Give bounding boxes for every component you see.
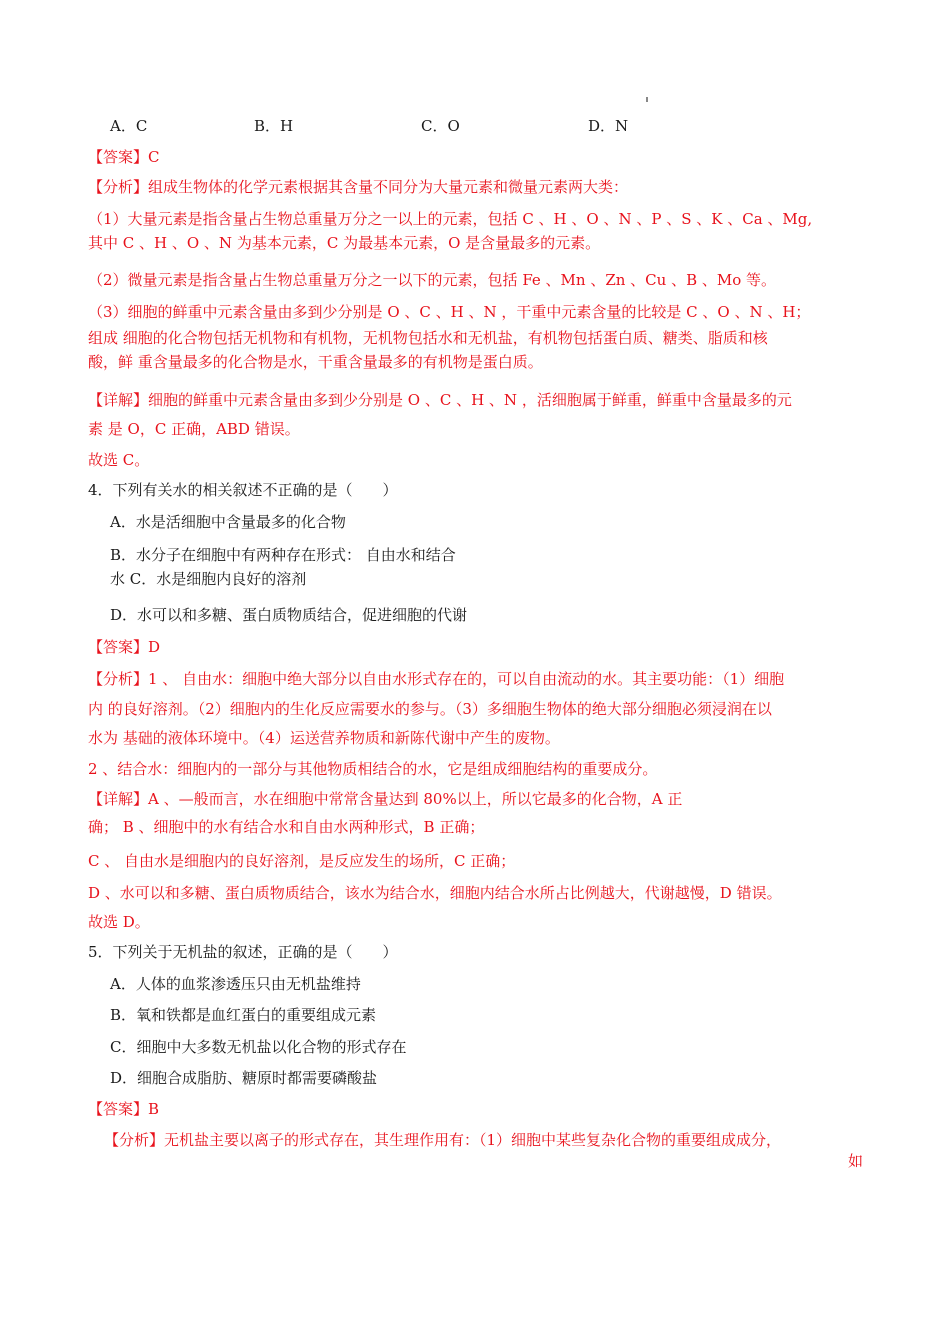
q4-analysis-line-4: 2 、结合水：细胞内的一部分与其他物质相结合的水，它是组成细胞结构的重要成分。	[88, 760, 658, 778]
q3-option-a: A．C	[110, 117, 148, 135]
q4-detail-line-4: D 、水可以和多糖、蛋白质物质结合，该水为结合水，细胞内结合水所占比例越大，代谢越慢，D 错误。	[88, 884, 782, 902]
q4-option-b: B．水分子在细胞中有两种存在形式： 自由水和结合	[110, 546, 456, 564]
q3-option-b: B．H	[254, 117, 294, 135]
q4-option-a: A．水是活细胞中含量最多的化合物	[110, 513, 346, 531]
q3-analysis-3-line-3: 酸，鲜 重含量最多的化合物是水，干重含量最多的有机物是蛋白质。	[88, 353, 543, 371]
q4-analysis-line-1: 【分析】1 、 自由水：细胞中绝大部分以自由水形式存在的，可以自由流动的水。其主要功能：（1）细胞	[88, 670, 785, 688]
q4-detail-line-2: 确； B 、细胞中的水有结合水和自由水两种形式，B 正确；	[88, 818, 485, 836]
q5-option-b: B．氧和铁都是血红蛋白的重要组成元素	[110, 1006, 377, 1024]
q5-option-a: A．人体的血浆渗透压只由无机盐维持	[110, 975, 361, 993]
scan-mark	[646, 97, 648, 102]
q4-stem: 4．下列有关水的相关叙述不正确的是（ ）	[88, 481, 398, 499]
q3-analysis-3-line-1: （3）细胞的鲜重中元素含量由多到少分别是 O 、C 、H 、N ，干重中元素含量的比较是 C 、O 、N 、H；	[88, 303, 811, 321]
q3-detail-line-1: 【详解】细胞的鲜重中元素含量由多到少分别是 O 、C 、H 、N ，活细胞属于鲜重，鲜重中含量最多的元	[88, 391, 792, 409]
q3-analysis-1-line-2: 其中 C 、H 、O 、N 为基本元素，C 为最基本元素，O 是含量最多的元素。	[88, 234, 601, 252]
q3-analysis-1-line-1: （1）大量元素是指含量占生物总重量万分之一以上的元素，包括 C 、H 、O 、N 、P 、S 、K 、Ca 、Mg,	[88, 210, 813, 228]
q4-option-b-cont-c: 水 C．水是细胞内良好的溶剂	[110, 570, 307, 588]
q3-analysis-intro: 【分析】组成生物体的化学元素根据其含量不同分为大量元素和微量元素两大类：	[88, 178, 629, 196]
q4-option-d: D．水可以和多糖、蛋白质物质结合，促进细胞的代谢	[110, 606, 468, 624]
q3-option-c: C．O	[421, 117, 460, 135]
q3-conclusion: 故选 C。	[88, 451, 150, 469]
q3-detail-line-2: 素 是 O，C 正确，ABD 错误。	[88, 420, 300, 438]
q5-option-c: C．细胞中大多数无机盐以化合物的形式存在	[110, 1038, 407, 1056]
q3-option-d: D．N	[588, 117, 629, 135]
q5-analysis-line-2: 如	[848, 1152, 864, 1170]
q5-answer: 【答案】B	[88, 1100, 160, 1118]
q4-answer: 【答案】D	[88, 638, 161, 656]
q4-conclusion: 故选 D。	[88, 913, 150, 931]
q5-analysis-line-1: 【分析】无机盐主要以离子的形式存在，其生理作用有：（1）细胞中某些复杂化合物的重要组成成分，	[104, 1131, 782, 1149]
q3-analysis-2: （2）微量元素是指含量占生物总重量万分之一以下的元素，包括 Fe 、Mn 、Zn 、Cu 、B 、Mo 等。	[88, 271, 777, 289]
q4-detail-line-1: 【详解】A 、—般而言，水在细胞中常常含量达到 80%以上，所以它最多的化合物，A 正	[88, 790, 683, 808]
q4-analysis-line-2: 内 的良好溶剂。（2）细胞内的生化反应需要水的参与。（3）多细胞生物体的绝大部分细胞必须浸润在以	[88, 700, 772, 718]
q5-option-d: D．细胞合成脂肪、糖原时都需要磷酸盐	[110, 1069, 378, 1087]
q3-analysis-3-line-2: 组成 细胞的化合物包括无机物和有机物，无机物包括水和无机盐，有机物包括蛋白质、糖类、脂质和核	[88, 329, 768, 347]
q4-analysis-line-3: 水为 基础的液体环境中。（4）运送营养物质和新陈代谢中产生的废物。	[88, 729, 560, 747]
q3-answer: 【答案】C	[88, 148, 160, 166]
q5-stem: 5．下列关于无机盐的叙述，正确的是（ ）	[88, 943, 398, 961]
q4-detail-line-3: C 、 自由水是细胞内的良好溶剂，是反应发生的场所，C 正确；	[88, 852, 516, 870]
